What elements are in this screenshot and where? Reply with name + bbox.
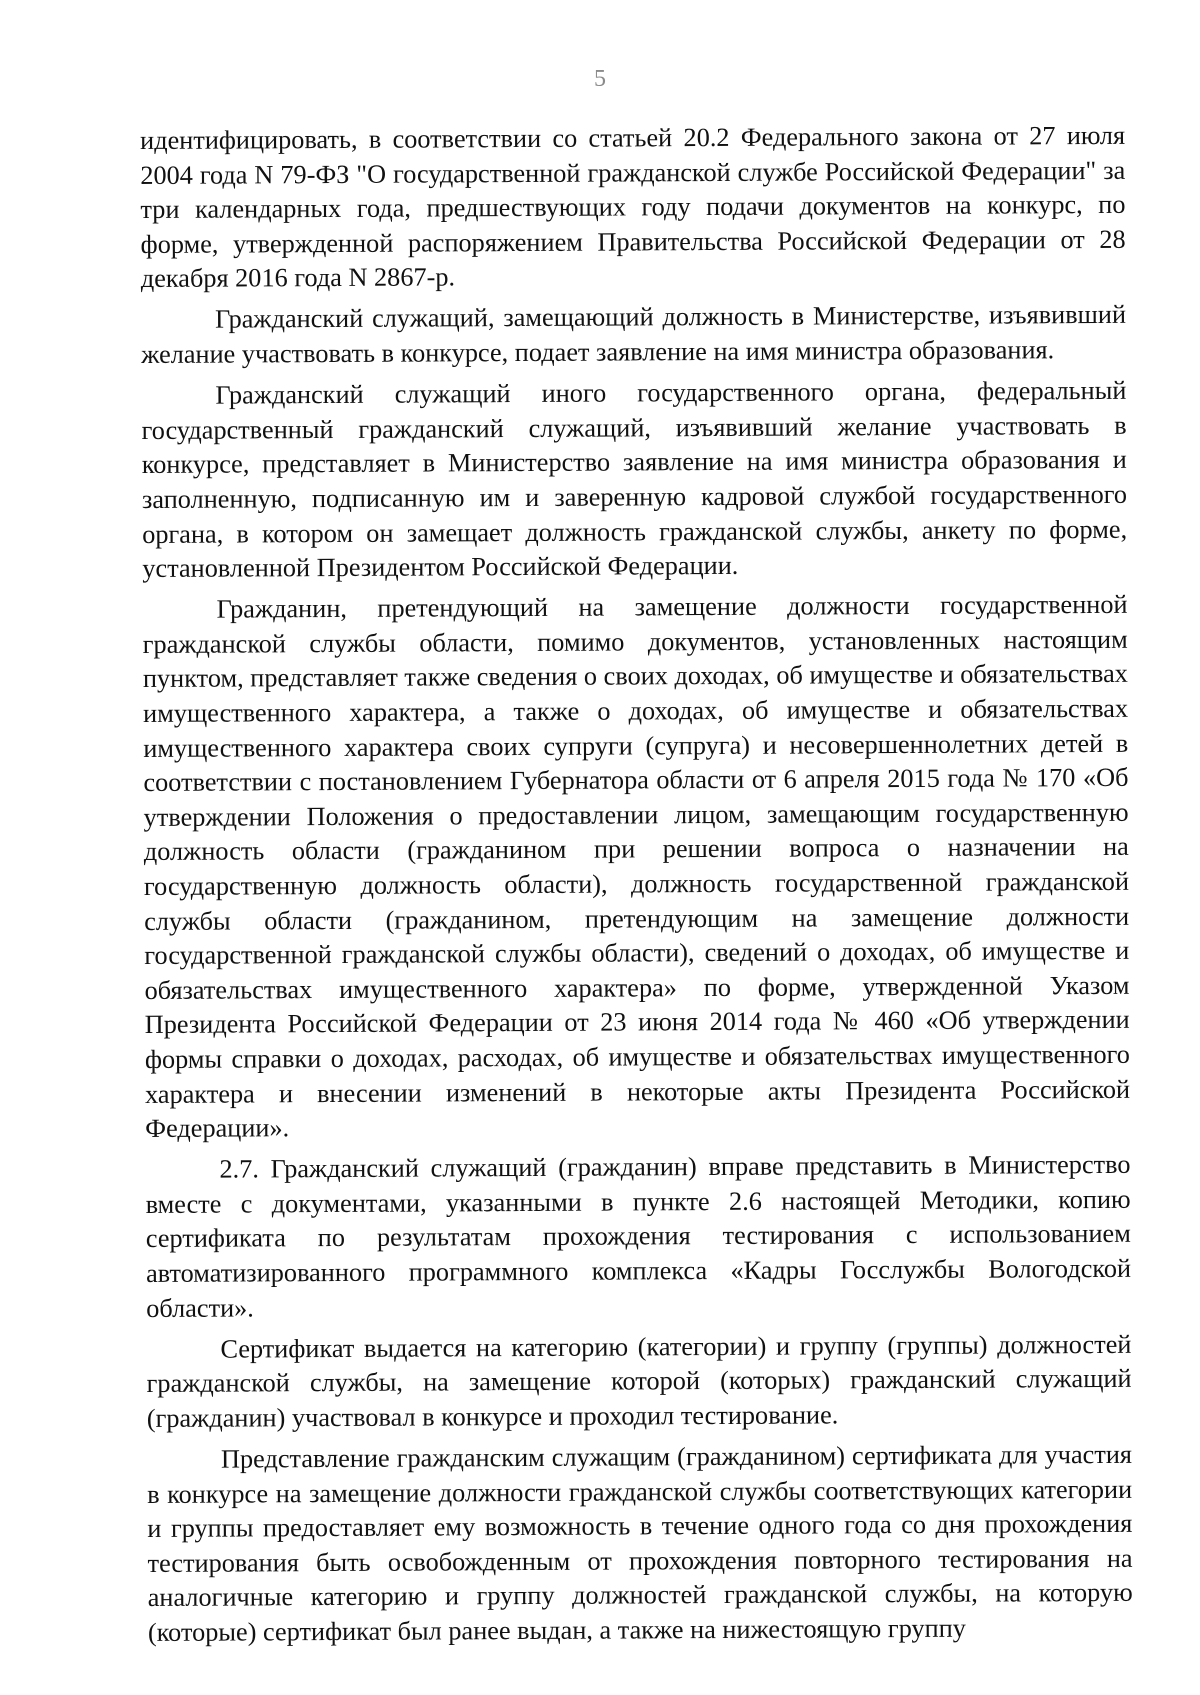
document-body: [140, 119, 1133, 1657]
paragraph-clause-2-7: 2.7. Гражданский служащий (гражданин) вправе представить в Министерство вместе с документами, указанными в пункте 2.6 настоящей Методики, копию сертификата по результатам прохождения тестирования с использованием автоматизированного программного комплекса «Кадры Госслужбы Вологодской области».: [145, 1150, 1132, 1323]
paragraph-certificate-benefit: Представление гражданским служащим (гражданином) сертификата для участия в конкурсе на замещение должности гражданской службы соответствующих категории и группы предоставляет ему возможность в течение одного года со дня прохождения тестирования быть освобожденным от прохождения повторного тестирования на аналогичные категорию и группу должностей гражданской службы, на которую (которые) сертификат был ранее выдан, а также на нижестоящую группу: [147, 1439, 1133, 1647]
paragraph-continuation: идентифицировать, в соответствии со статьей 20.2 Федерального закона от 27 июля 2004 года N 79-ФЗ "О государственной гражданской службе Российской Федерации" за три календарных года, предшествующих году подачи документов на конкурс, по форме, утвержденной распоряжением Правительства Российской Федерации от 28 декабря 2016 года N 2867-р.: [140, 120, 1126, 294]
paragraph-ministry-employee: Гражданский служащий, замещающий должность в Министерстве, изъявивший желание участвовать в конкурсе, подает заявление на имя министра образования.: [141, 300, 1127, 370]
page-number: 5: [594, 66, 606, 92]
paragraph-other-agency-employee: Гражданский служащий иного государственного органа, федеральный государственный гражданский служащий, изъявивший желание участвовать в конкурсе, представляет в Министерство заявление на имя министра образования и заполненную, подписанную им и заверенную кадровой службой государственного органа, в котором он замещает должность гражданской службы, анкету по форме, установленной Президентом Российской Федерации.: [141, 375, 1128, 584]
paragraph-income-declaration: Гражданин, претендующий на замещение должности государственной гражданской службы области, помимо документов, установленных настоящим пунктом, представляет также сведения о своих доходах, об имуществе и обязательствах имущественного характера, а также о доходах, об имуществе и обязательствах имущественного характера своих супруги (супруга) и несовершеннолетних детей в соответствии с постановлением Губернатора области от 6 апреля 2015 года № 170 «Об утверждении Положения о предоставлении лицом, замещающим государственную должность области (гражданином при решении вопроса о назначении на государственную должность области), должность государственной гражданской службы области (гражданином, претендующим на замещение должности государственной гражданской службы области), сведений о доходах, об имуществе и обязательствах имущественного характера» по форме, утвержденной Указом Президента Российской Федерации от 23 июня 2014 года № 460 «Об утверждении формы справки о доходах, расходах, об имуществе и обязательствах имущественного характера и внесении изменений в некоторые акты Президента Российской Федерации».: [142, 590, 1131, 1144]
paragraph-certificate-issued: Сертификат выдается на категорию (категории) и группу (группы) должностей гражданской службы, на замещение которой (которых) гражданский служащий (гражданин) участвовал в конкурсе и проходил тестирование.: [146, 1329, 1132, 1433]
